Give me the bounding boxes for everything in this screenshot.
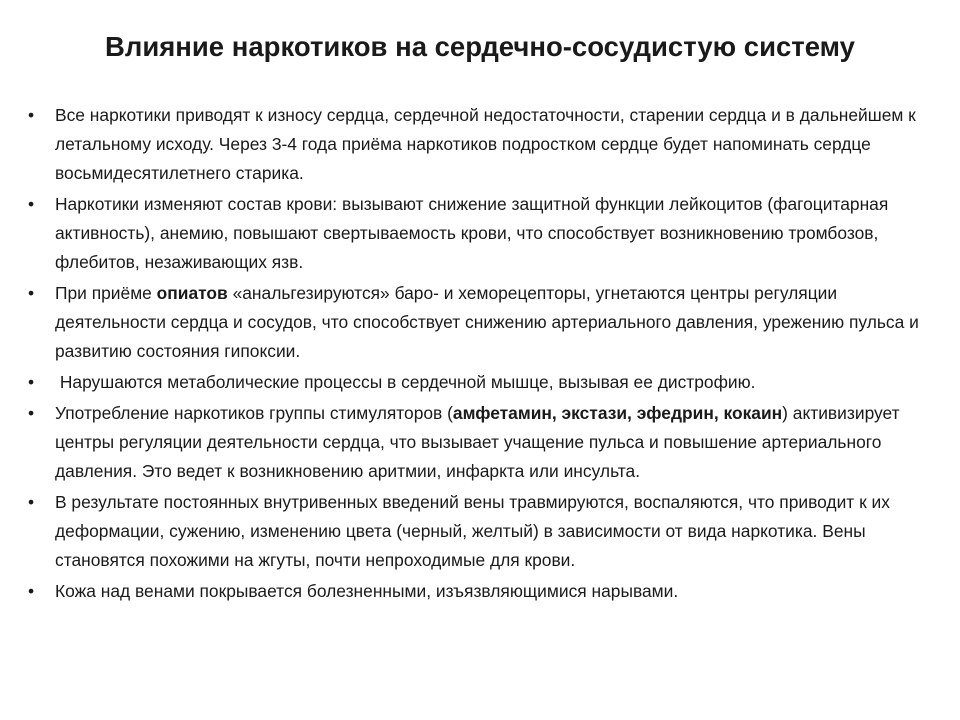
bullet-text [55, 403, 900, 481]
text-segment: Наркотики изменяют состав крови: вызывают снижение защитной функции лейкоцитов (фагоцитарная активность), анемию, повышают свертываемость крови, что способствует возникновению тромбозов, флебитов, незаживающих язв. [55, 194, 889, 272]
bullet-dot-icon: • [28, 194, 35, 214]
bullet-item [28, 101, 928, 188]
bullet-item [28, 190, 928, 277]
bullet-dot-icon: • [28, 492, 35, 512]
bold-term: опиатов [156, 283, 228, 303]
text-segment: Кожа над венами покрывается болезненными, изъязвляющимися нарывами. [55, 581, 679, 601]
text-segment: В результате постоянных внутривенных введений вены травмируются, воспаляются, что приводит к их деформации, сужению, изменению цвета (черный, желтый) в зависимости от вида наркотика. Вены становятся похожими на жгуты, почти непроходимые для крови. [55, 492, 890, 570]
bullet-dot-icon: • [28, 403, 35, 423]
bullet-item [28, 488, 928, 575]
bullet-list [28, 101, 928, 608]
bullet-text [55, 372, 755, 392]
text-segment: ) активизирует центры регуляции деятельности сердца, что вызывает учащение пульса и повышение артериального давления. Это ведет к возникновению аритмии, инфаркта или инсульта. [55, 403, 900, 481]
bullet-dot-icon: • [28, 105, 35, 125]
text-segment: «анальгезируются» баро- и хеморецепторы, угнетаются центры регуляции деятельности сердца и сосудов, что способствует снижению артериального давления, урежению пульса и развитию состояния гипоксии. [55, 283, 919, 361]
bullet-item [28, 279, 928, 366]
text-segment: Нарушаются метаболические процессы в сердечной мышце, вызывая ее дистрофию. [55, 372, 756, 392]
bold-term: амфетамин, экстази, эфедрин, кокаин [452, 403, 783, 423]
bullet-text [55, 194, 888, 272]
bullet-dot-icon: • [28, 581, 35, 601]
text-segment: Все наркотики приводят к износу сердца, сердечной недостаточности, старении сердца и в дальнейшем к летальному исходу. Через 3-4 года приёма наркотиков подростком сердце будет напоминать сердце восьмидесятилетнего старика. [55, 105, 916, 183]
bullet-item [28, 399, 928, 486]
text-segment: При приёме [55, 283, 157, 303]
bullet-text [55, 492, 890, 570]
slide-title: Влияние наркотиков на сердечно-сосудистую систему [105, 31, 855, 62]
bullet-dot-icon: • [28, 283, 35, 303]
bullet-text [55, 283, 919, 361]
bullet-item [28, 577, 928, 606]
text-segment: Употребление наркотиков группы стимуляторов ( [55, 403, 453, 423]
bullet-item [28, 368, 928, 397]
bullet-dot-icon: • [28, 372, 35, 392]
bullet-text [55, 105, 916, 183]
bullet-text [55, 581, 678, 601]
